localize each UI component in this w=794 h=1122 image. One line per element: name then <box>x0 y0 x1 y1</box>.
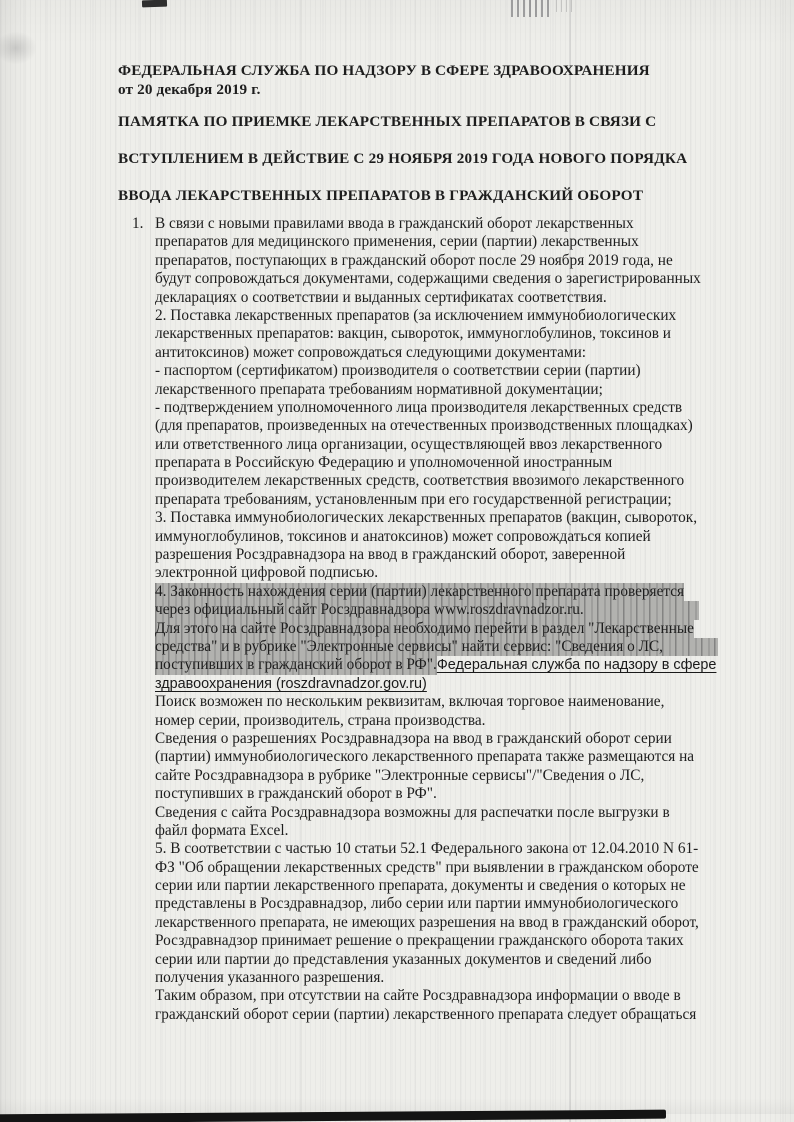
document-line <box>155 583 715 601</box>
document-line <box>155 693 715 711</box>
body-text: 5. В соответствии с частью 10 статьи 52.1 Федерального закона от 12.04.2010 N 61- <box>155 840 699 858</box>
document-line <box>155 804 715 822</box>
body-text: производителем лекарственных средств, соответствия ввозимого лекарственного <box>155 472 685 490</box>
document-line <box>155 730 715 748</box>
body-text: Сведения с сайта Росздравнадзора возможны для распечатки после выгрузки в <box>155 803 670 821</box>
body-text: иммуноглобулинов, токсинов и анатоксинов) может сопровождаться копией <box>155 527 651 545</box>
highlighted-text: 4. Законность нахождения серии (партии) лекарственного препарата проверяется <box>155 582 685 600</box>
document-line <box>155 840 715 858</box>
document-line <box>155 362 715 380</box>
highlighted-text: через официальный сайт Росздравнадзора www.roszdravnadzor.ru. <box>155 601 699 619</box>
document-line <box>155 381 715 399</box>
body-text: 3. Поставка иммунобиологических лекарственных препаратов (вакцин, сывороток, <box>155 509 698 527</box>
document-line <box>155 895 715 913</box>
document-line <box>155 546 715 564</box>
document-line <box>155 914 715 932</box>
document-line <box>155 454 715 472</box>
body-text: Сведения о разрешениях Росздравнадзора на ввод в гражданский оборот серии <box>155 729 672 747</box>
document-line <box>155 987 715 1005</box>
document-date: от 20 декабря 2019 г. <box>118 80 261 98</box>
list-item-number: 1. <box>132 215 144 232</box>
body-text: номер серии, производитель, страна производства. <box>155 711 486 729</box>
body-text: 2. Поставка лекарственных препаратов (за исключением иммунобиологических <box>155 306 677 324</box>
document-line <box>155 877 715 895</box>
body-text: В связи с новыми правилами ввода в гражданский оборот лекарственных <box>155 215 634 232</box>
body-text: препаратов, поступающих в гражданский оборот после 29 ноября 2019 года, не <box>155 251 673 269</box>
body-text: разрешения Росздравнадзора на ввод в гражданский оборот, заверенной <box>155 546 626 564</box>
body-text: лекарственного препарата, не имеющих разрешения на ввод в гражданский оборот, <box>155 913 699 931</box>
document-line <box>155 307 715 325</box>
body-text: Таким образом, при отсутствии на сайте Росздравнадзора информации о вводе в <box>155 987 681 1005</box>
body-text: лекарственного препарата требованиям нормативной документации; <box>155 380 603 398</box>
document-line <box>155 564 715 582</box>
body-text: получения указанного разрешения. <box>155 969 385 987</box>
document-line <box>155 325 715 343</box>
document-title <box>118 112 687 223</box>
document-line <box>155 252 715 270</box>
document-line <box>155 509 715 527</box>
document-line <box>155 951 715 969</box>
document-line <box>155 675 715 693</box>
body-text: - паспортом (сертификатом) производителя о соответствии серии (партии) <box>155 362 641 380</box>
document-line <box>155 528 715 546</box>
document-line <box>155 767 715 785</box>
body-text: серии или партии лекарственного препарата, документы и сведения о которых не <box>155 877 686 895</box>
highlighted-text: средства" и в рубрике "Электронные сервисы" найти сервис: "Сведения о ЛС, <box>155 638 718 656</box>
roszdravnadzor-site-link[interactable]: здравоохранения (roszdravnadzor.gov.ru) <box>155 675 427 692</box>
document-line <box>155 289 715 307</box>
issuing-authority: ФЕДЕРАЛЬНАЯ СЛУЖБА ПО НАДЗОРУ В СФЕРЕ ЗДРАВООХРАНЕНИЯ <box>118 62 650 79</box>
document-line <box>155 785 715 803</box>
document-line <box>155 344 715 362</box>
body-text: (партии) иммунобиологического лекарственного препарата также размещаются на <box>155 748 695 766</box>
roszdravnadzor-site-link[interactable]: Федеральная служба по надзору в сфере <box>436 657 717 674</box>
document-line <box>155 215 715 233</box>
body-text: Поиск возможен по нескольким реквизитам, включая торговое наименование, <box>155 693 665 711</box>
document-line <box>155 932 715 950</box>
document-header <box>118 62 650 99</box>
body-text: серии или партии до представления указанных документов и сведений либо <box>155 950 652 968</box>
document-line <box>155 417 715 435</box>
document-line <box>155 638 715 656</box>
document-line <box>155 822 715 840</box>
document-body-lines <box>155 215 715 1024</box>
body-text: поступивших в гражданский оборот в РФ". <box>155 785 437 803</box>
document-title-line: ПАМЯТКА ПО ПРИЕМКЕ ЛЕКАРСТВЕННЫХ ПРЕПАРАТОВ В СВЯЗИ С <box>118 113 657 130</box>
document-line <box>155 620 715 638</box>
body-text: - подтверждением уполномоченного лица производителя лекарственных средств <box>155 398 683 416</box>
body-text: представлены в Росздравнадзор, либо серии или партии иммунобиологического <box>155 895 679 913</box>
body-text: (для препаратов, произведенных на отечественных производственных площадках) <box>155 417 693 435</box>
body-text: ФЗ "Об обращении лекарственных средств" при выявлении в гражданском обороте <box>155 858 699 876</box>
body-text: Росздравнадзор принимает решение о прекращении гражданского оборота таких <box>155 932 684 950</box>
body-text: будут сопровождаться документами, содержащими сведения о зарегистрированных <box>155 270 701 288</box>
document-line <box>155 601 715 619</box>
body-text: электронной цифровой подписью. <box>155 564 379 582</box>
body-text: или ответственного лица организации, осуществляющей ввоз лекарственного <box>155 435 663 453</box>
document-title-line: ВВОДА ЛЕКАРСТВЕННЫХ ПРЕПАРАТОВ В ГРАЖДАНСКИЙ ОБОРОТ <box>118 187 644 204</box>
document-line <box>155 436 715 454</box>
body-text: декларациях о соответствии и выданных сертификатах соответствия. <box>155 288 607 306</box>
body-text: сайте Росздравнадзора в рубрике "Электронные сервисы"/"Сведения о ЛС, <box>155 766 645 784</box>
document-line <box>155 859 715 877</box>
highlighted-text: Для этого на сайте Росздравнадзора необходимо перейти в раздел "Лекарственные <box>155 619 694 637</box>
document-line <box>155 472 715 490</box>
highlighted-text: поступивших в гражданский оборот в РФ". <box>155 656 437 674</box>
document-line <box>155 270 715 288</box>
body-text: гражданский оборот серии (партии) лекарственного препарата следует обращаться <box>155 1005 697 1023</box>
body-text: препарата требованиям, установленным при его государственной регистрации; <box>155 490 672 508</box>
document-line <box>155 1006 715 1024</box>
document-body <box>132 215 717 1024</box>
body-text: антитоксинов) может сопровождаться следующими документами: <box>155 343 587 361</box>
body-text: лекарственных препаратов: вакцин, сывороток, иммуноглобулинов, токсинов и <box>155 325 671 343</box>
body-text: препаратов для медицинского применения, серии (партии) лекарственных <box>155 233 639 251</box>
body-text: файл формата Excel. <box>155 821 289 839</box>
document-line <box>155 969 715 987</box>
document-title-line: ВСТУПЛЕНИЕМ В ДЕЙСТВИЕ С 29 НОЯБРЯ 2019 ГОДА НОВОГО ПОРЯДКА <box>118 150 688 167</box>
body-text: препарата в Российскую Федерацию и уполномоченной иностранным <box>155 454 613 472</box>
document-line <box>155 399 715 417</box>
document-line <box>155 748 715 766</box>
document-line <box>155 491 715 509</box>
document-line <box>155 712 715 730</box>
document-line <box>155 233 715 251</box>
document-line <box>155 656 715 674</box>
